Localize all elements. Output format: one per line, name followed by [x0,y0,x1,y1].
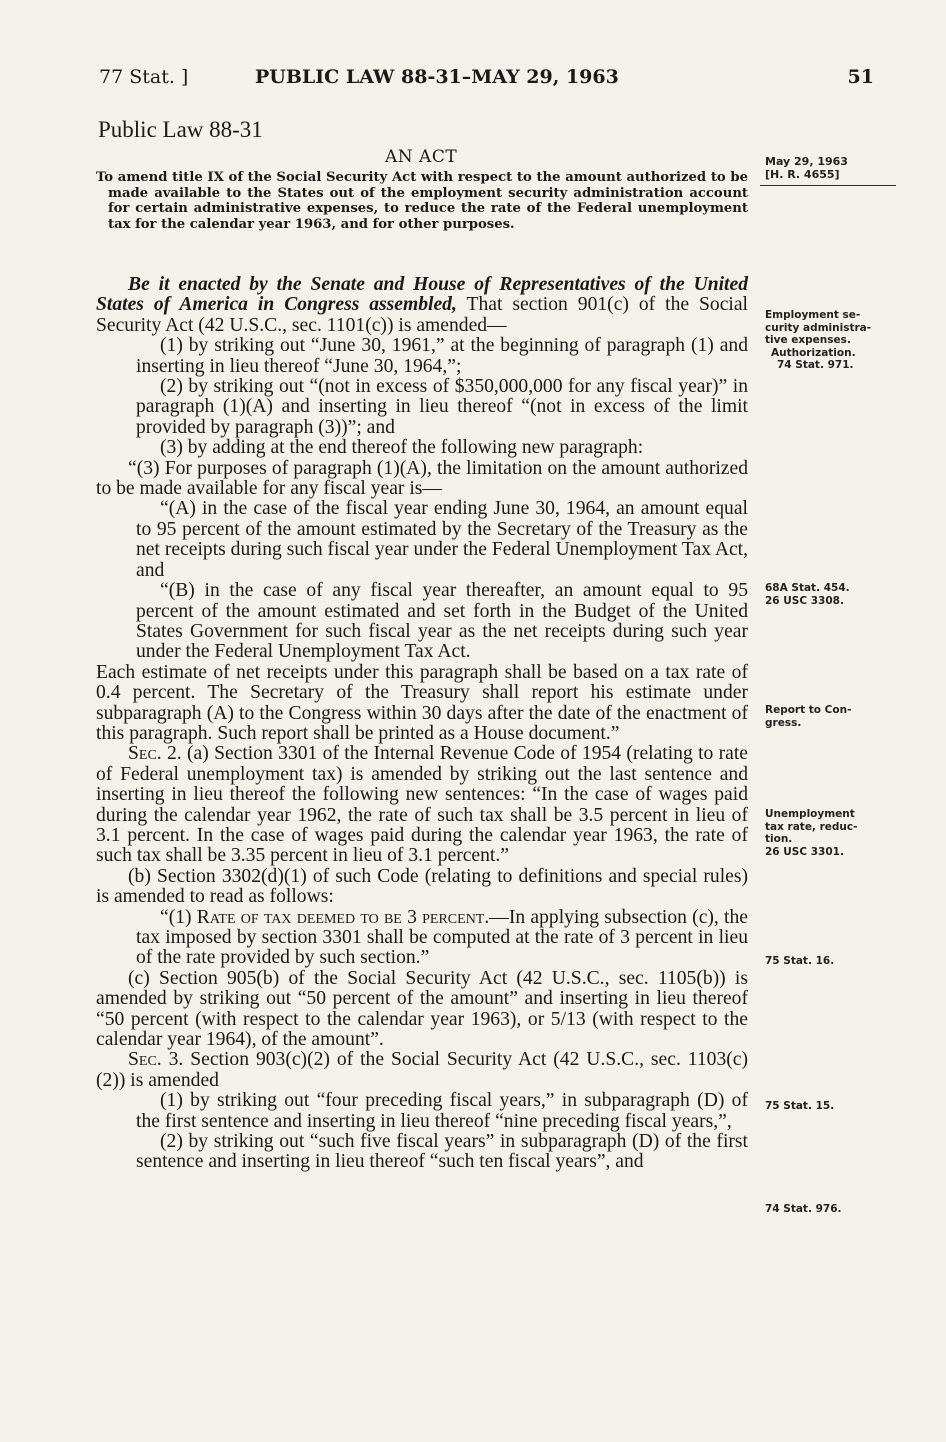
section-2b-quote [96,908,748,969]
margin-note-line: tive expenses. [765,334,851,346]
quote-heading: “(1) Rate of tax deemed to be 3 percent. [160,906,490,928]
section-3-amendment-1: (1) by striking out “four preceding fiscal years,” in subparagraph (D) of the first sentence and inserting in lieu thereof “nine preceding fiscal years,”, [136,1090,748,1132]
margin-note-stat-454 [765,582,895,607]
margin-note-line: 26 USC 3301. [765,845,844,858]
margin-note-line: Unemployment [765,808,855,820]
quote-text: —In applying subsection (c), the tax imposed by section 3301 shall be computed at the rate of 3 percent in lieu of the rate provided by such section.” [136,906,748,969]
margin-note-stat-15 [765,1100,895,1113]
margin-note-line: tion. [765,833,793,845]
section-2a-text: (a) Section 3301 of the Internal Revenue Code of 1954 (relating to rate of Federal unemployment tax) is amended by striking out the last sentence and inserting in lieu thereof the following new sentences: “In the case of wages paid during the calendar year 1962, the rate of such tax shall be 3.5 percent in lieu of 3.1 percent. In the case of wages paid during the calendar year 1963, the rate of such tax shall be 3.35 percent in lieu of 3.1 percent.” [96,743,748,867]
enacting-clause [96,275,748,336]
section-3-text: Section 903(c)(2) of the Social Security Act (42 U.S.C., sec. 1103(c)(2)) is amended [96,1049,748,1091]
margin-note-report [765,704,895,729]
estimate-paragraph: Each estimate of net receipts under this paragraph shall be based on a tax rate of 0.4 percent. The Secretary of the Treasury shall report his estimate under subparagraph (A) to the Congress within 30 days after the date of the enactment of this paragraph. Such report shall be printed as a House document.” [96,661,748,744]
margin-note-line: 75 Stat. 15. [765,1100,835,1112]
margin-note-line: May 29, 1963 [765,155,848,168]
amendment-1: (1) by striking out “June 30, 1961,” at the beginning of paragraph (1) and inserting in lieu thereof “June 30, 1964,”; [136,335,748,377]
margin-note-line: Employment se- [765,309,861,321]
enacting-clause-text: That section 901(c) of the Social Security Act (42 U.S.C., sec. 1101(c)) is amended— [96,294,748,336]
margin-note-stat-976 [765,1203,895,1216]
margin-note-employment [765,309,895,372]
header-stat-reference: 77 Stat. ] [99,66,189,88]
subparagraph-b: “(B) in the case of any fiscal year thereafter, an amount equal to 95 percent of the amount estimated and set forth in the Budget of the United States Government for such fiscal year as the net receipts during such year under the Federal Unemployment Tax Act. [136,580,748,663]
margin-note-line: Report to Con- [765,704,852,716]
margin-note-line: curity administra- [765,321,872,334]
margin-note-line: 26 USC 3308. [765,594,844,607]
act-body [96,275,748,1173]
enacting-formula: Be it enacted by the Senate and House of Representatives of the United States of America in Congress assembled, [96,274,748,316]
new-paragraph-3: “(3) For purposes of paragraph (1)(A), the limitation on the amount authorized to be made available for any fiscal year is— [96,457,748,500]
header-title: PUBLIC LAW 88-31–MAY 29, 1963 [255,66,619,88]
margin-rule [760,185,896,186]
margin-note-line: [H. R. 4655] [765,167,840,181]
margin-note-date [765,156,895,181]
margin-note-line: tax rate, reduc- [765,820,858,833]
section-3 [96,1050,748,1091]
page-number: 51 [847,66,874,88]
section-2-label: Sec. 2. [128,743,182,765]
section-3-amendment-2: (2) by striking out “such five fiscal years” in subparagraph (D) of the first sentence and inserting in lieu thereof “such ten fiscal years”, and [136,1131,748,1173]
margin-note-line: 74 Stat. 971. [777,359,854,371]
margin-note-line: 68A Stat. 454. [765,582,850,594]
purpose-text: To amend title IX of the Social Security Act with respect to the amount authorized to be made available to the States out of the employment security administration account for certain administrative expenses, to reduce the rate of the Federal unemployment tax for the calendar year 1963, and for other purposes. [96,170,748,232]
amendment-2: (2) by striking out “(not in excess of $350,000,000 for any fiscal year)” in paragraph (1)(A) and inserting in lieu thereof “(not in excess of the limit provided by paragraph (3))”; and [136,376,748,438]
margin-note-stat-16 [765,955,895,968]
margin-note-line: 75 Stat. 16. [765,955,835,967]
margin-note-line: 74 Stat. 976. [765,1203,842,1215]
purpose-paragraph [96,170,748,232]
section-2b: (b) Section 3302(d)(1) of such Code (relating to definitions and special rules) is amended to read as follows: [96,865,748,908]
law-title: Public Law 88-31 [98,117,263,142]
section-2a [96,744,748,866]
act-heading: AN ACT [385,147,458,167]
amendment-3: (3) by adding at the end thereof the following new paragraph: [160,437,644,459]
margin-note-line: gress. [765,716,802,729]
section-2c: (c) Section 905(b) of the Social Security Act (42 U.S.C., sec. 1105(b)) is amended by striking out “50 percent of the amount” and inserting in lieu thereof “50 percent (with respect to the calendar year 1963), or 5/13 (with respect to the calendar year 1964), of the amount”. [96,967,748,1051]
subparagraph-a: “(A) in the case of the fiscal year ending June 30, 1964, an amount equal to 95 percent of the amount estimated by the Secretary of the Treasury as the net receipts during such fiscal year under the Federal Unemployment Tax Act, and [136,498,749,581]
section-3-label: Sec. 3. [128,1049,184,1071]
margin-note-unemployment [765,808,895,858]
margin-note-line: Authorization. [771,346,856,359]
